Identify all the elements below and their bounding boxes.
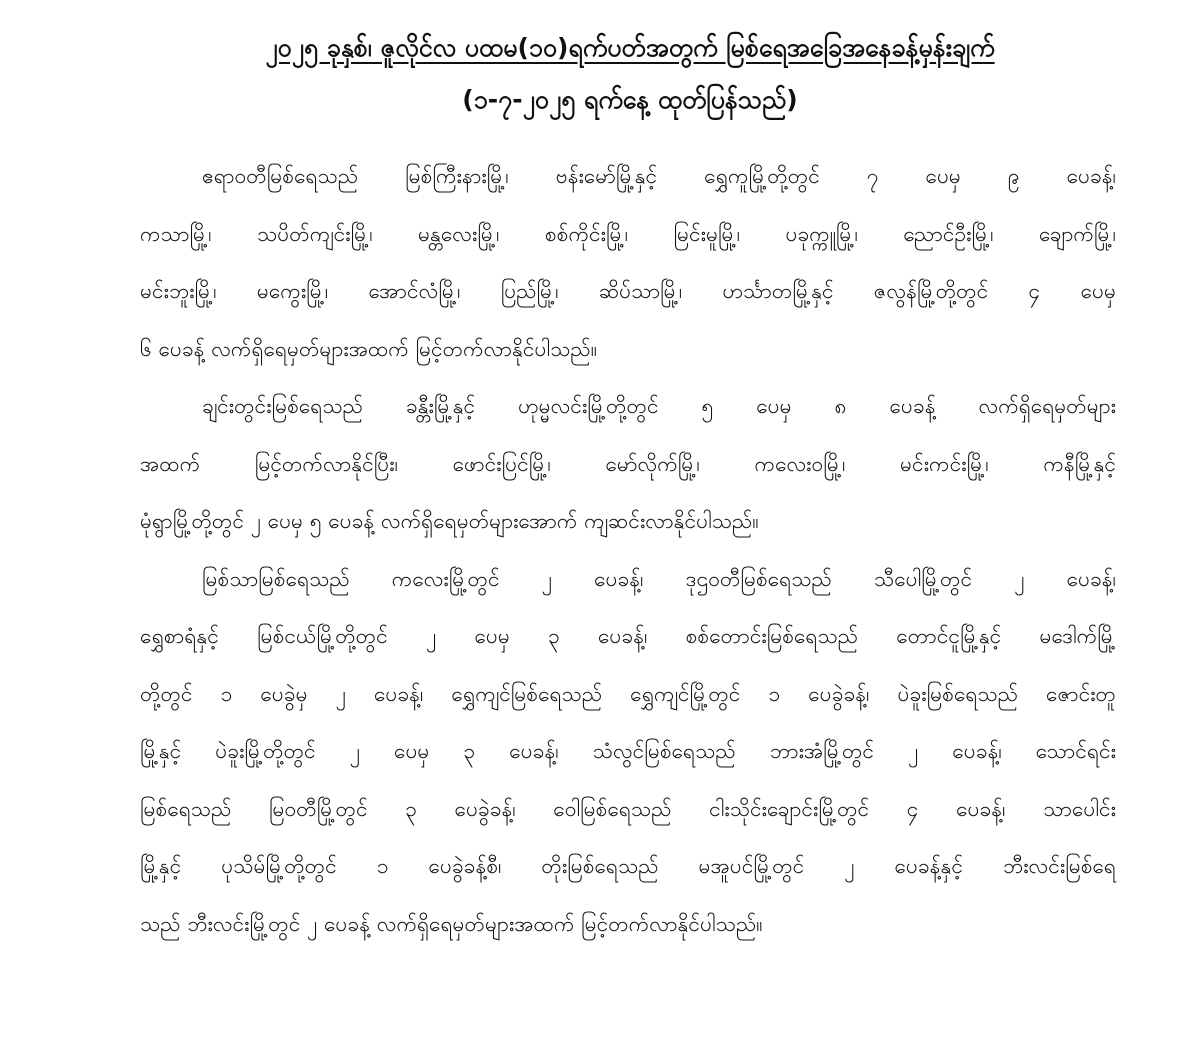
paragraph-line: ရွှေစာရံနှင့် မြစ်ငယ်မြို့တို့တွင် ၂ ပေမှ ၃ ပေခန့်၊ စစ်တောင်းမြစ်ရေသည် တောင်ငူမြို့နှင့် မဒေါက်မြို့ [140, 624, 1116, 648]
paragraph-chindwin [140, 378, 1116, 551]
paragraph-other-rivers [140, 551, 1116, 954]
paragraph-line: မြစ်သာမြစ်ရေသည် ကလေးမြို့တွင် ၂ ပေခန့်၊ ဒုဌဝတီမြစ်ရေသည် သီပေါမြို့တွင် ၂ ပေခန့်၊ [202, 566, 1116, 591]
paragraph-line: ၆ ပေခန့် လက်ရှိရေမှတ်များအထက် မြင့်တက်လာနိုင်ပါသည်။ [140, 336, 598, 361]
document-title: ၂၀၂၅ ခုနှစ်၊ ဇူလိုင်လ ပထမ(၁၀)ရက်ပတ်အတွက် မြစ်ရေအခြေအနေခန့်မှန်းချက် [265, 33, 995, 62]
paragraph-line: တို့တွင် ၁ ပေခွဲမှ ၂ ပေခန့်၊ ရွှေကျင်မြစ်ရေသည် ရွှေကျင်မြို့တွင် ၁ ပေခွဲခန့်၊ ပဲခူးမြစ်ရေသည် ဇောင်းတူ [140, 681, 1116, 706]
paragraph-line: မြို့နှင့် ပုသိမ်မြို့တို့တွင် ၁ ပေခွဲခန့်စီ၊ တိုးမြစ်ရေသည် မအူပင်မြို့တွင် ၂ ပေခန့်နှင့် ဘီးလင်းမြစ်ရေ [140, 854, 1116, 878]
document-body [140, 148, 1116, 953]
paragraph-line: မြို့နှင့် ပဲခူးမြို့တို့တွင် ၂ ပေမှ ၃ ပေခန့်၊ သံလွင်မြစ်ရေသည် ဘားအံမြို့တွင် ၂ ပေခန့်၊ သောင်ရင်း [140, 739, 1116, 763]
paragraph-line: ချင်းတွင်းမြစ်ရေသည် ခန္တီးမြို့နှင့် ဟုမ္မလင်းမြို့တို့တွင် ၅ ပေမှ ၈ ပေခန့် လက်ရှိရေမှတ်များ [202, 394, 1116, 418]
document-subtitle: (၁-၇-၂၀၂၅ ရက်နေ့ ထုတ်ပြန်သည်) [462, 85, 798, 114]
paragraph-line: မင်းဘူးမြို့၊ မကွေးမြို့၊ အောင်လံမြို့၊ ပြည်မြို့၊ ဆိပ်သာမြို့၊ ဟင်္သာတမြို့နှင့် ဇလွန်မြို့တို့တွင် ၄ ပေမှ [140, 279, 1116, 303]
paragraph-line: ကသာမြို့၊ သပိတ်ကျင်းမြို့၊ မန္တလေးမြို့၊ စစ်ကိုင်းမြို့၊ မြင်းမူမြို့၊ ပခုက္ကူမြို့၊ ညောင်ဦးမြို့၊ ချောက်မြို့၊ [140, 221, 1116, 246]
paragraph-line: မုံရွာမြို့တို့တွင် ၂ ပေမှ ၅ ပေခန့် လက်ရှိရေမှတ်များအောက် ကျဆင်းလာနိုင်ပါသည်။ [140, 509, 759, 533]
paragraph-line: မြစ်ရေသည် မြဝတီမြို့တွင် ၃ ပေခွဲခန့်၊ ဝေါမြစ်ရေသည် ငါးသိုင်းချောင်းမြို့တွင် ၄ ပေခန့်၊ သာပေါင်း [140, 796, 1116, 821]
paragraph-irrawaddy [140, 148, 1116, 378]
paragraph-line: ဧရာဝတီမြစ်ရေသည် မြစ်ကြီးနားမြို့၊ ဗန်းမော်မြို့နှင့် ရွှေကူမြို့တို့တွင် ၇ ပေမှ ၉ ပေခန့်၊ [202, 164, 1116, 188]
paragraph-line: အထက် မြင့်တက်လာနိုင်ပြီး၊ ဖောင်းပြင်မြို့၊ မော်လိုက်မြို့၊ ကလေးဝမြို့၊ မင်းကင်းမြို့၊ ကနီမြို့နှင့် [140, 451, 1116, 476]
paragraph-line: သည် ဘီးလင်းမြို့တွင် ၂ ပေခန့် လက်ရှိရေမှတ်များအထက် မြင့်တက်လာနိုင်ပါသည်။ [140, 911, 763, 936]
